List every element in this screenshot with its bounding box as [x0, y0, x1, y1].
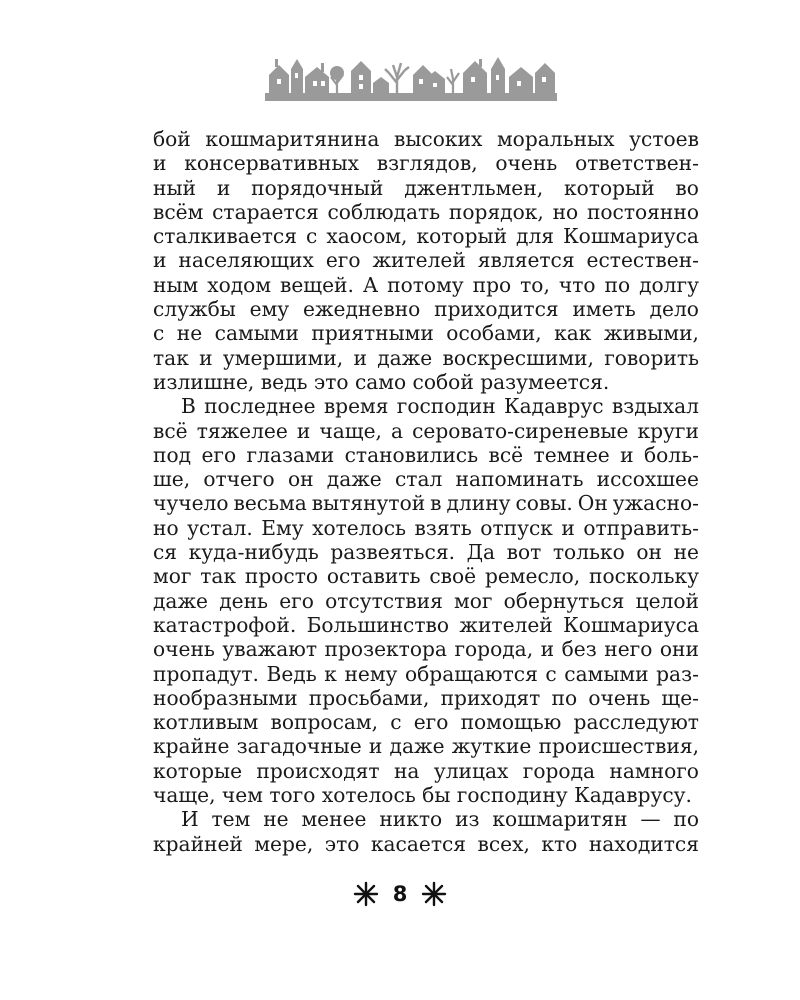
text-line: чаще, чем того хотелось бы господину Кадаврусу.	[153, 783, 692, 808]
word: темнее	[533, 442, 610, 467]
word: самыми	[564, 661, 649, 686]
word: его	[325, 248, 361, 273]
word: вздыхал	[611, 394, 699, 419]
word: крайне	[153, 734, 230, 759]
word: И	[181, 807, 199, 832]
text-line	[153, 394, 699, 418]
word: чаще,	[319, 418, 382, 443]
word: он	[287, 467, 314, 492]
asterisk-star-icon	[421, 881, 447, 907]
word: а	[391, 418, 404, 443]
word: с	[545, 661, 557, 686]
word: господин	[396, 394, 496, 419]
word: естествен-	[586, 248, 699, 273]
text-line	[153, 540, 699, 564]
word: поскольку	[588, 564, 699, 589]
word: Кадаврус	[504, 394, 604, 419]
word: ремесло,	[484, 564, 581, 589]
word: отчего	[203, 467, 275, 492]
word: с	[305, 224, 318, 249]
word: касается	[370, 831, 467, 856]
word: старается	[212, 199, 319, 224]
word: катастрофой.	[153, 612, 297, 637]
word: без	[561, 637, 597, 662]
word: крайней	[153, 831, 243, 856]
word: отсутствия	[325, 588, 443, 613]
text-line: излишне, ведь это само собой разумеется.	[153, 369, 610, 394]
word: и	[540, 637, 555, 662]
word: устал.	[187, 515, 253, 540]
word: как	[554, 321, 592, 346]
word: и	[368, 734, 383, 759]
word: приходится	[434, 297, 559, 322]
word: оставить	[326, 564, 421, 589]
word: Кошмариуса	[563, 224, 699, 249]
word: жителей	[459, 612, 553, 637]
text-line	[153, 151, 699, 175]
word: для	[516, 224, 555, 249]
text-line	[153, 637, 699, 661]
text-line	[153, 734, 699, 758]
word: круги	[637, 418, 699, 443]
word: него	[604, 637, 653, 662]
word: куда-нибудь	[188, 540, 319, 565]
word: пропадут.	[153, 661, 259, 686]
word: стал	[394, 467, 443, 492]
word: иметь	[572, 297, 636, 322]
text-line	[153, 589, 699, 613]
word: кошмаритянина	[205, 127, 380, 151]
text-line	[153, 832, 699, 856]
word: и	[296, 418, 311, 443]
word: ный	[153, 175, 196, 200]
word: на	[393, 758, 420, 783]
word: просто	[244, 564, 319, 589]
word: города	[522, 758, 596, 783]
word: из	[455, 807, 480, 832]
word: и	[153, 248, 167, 273]
word: вещей.	[280, 272, 354, 297]
word: соблюдать	[327, 199, 441, 224]
text-line	[153, 467, 699, 491]
word: мере,	[254, 831, 314, 856]
word: мог	[454, 588, 493, 613]
word: его	[201, 442, 237, 467]
word: живыми,	[603, 321, 699, 346]
text-line	[153, 686, 699, 710]
word: порядочный	[251, 175, 384, 200]
text-line	[153, 273, 699, 297]
word: обращаются	[404, 661, 538, 686]
word: боль-	[644, 442, 699, 467]
word: глазами	[246, 442, 335, 467]
text-line	[153, 443, 699, 467]
word: порядок,	[448, 199, 544, 224]
body-text	[153, 127, 699, 856]
word: это	[324, 831, 360, 856]
word: даже	[377, 345, 433, 370]
word: особами,	[446, 321, 542, 346]
word: вытянутой	[311, 491, 426, 516]
text-line	[153, 759, 699, 783]
word: улицах	[433, 758, 509, 783]
word: и	[199, 345, 213, 370]
word: —	[640, 807, 661, 832]
word: дело	[649, 297, 699, 322]
word: Ведь	[266, 661, 317, 686]
word: ежедневно	[303, 297, 421, 322]
word: намного	[609, 758, 699, 783]
word: день	[219, 588, 269, 613]
word: помощью	[460, 710, 562, 735]
word: Кошмариуса	[563, 612, 699, 637]
word: взять	[414, 515, 472, 540]
word: не	[263, 807, 289, 832]
word: раз-	[656, 661, 699, 686]
word: они	[659, 637, 699, 662]
word: сталкивается	[153, 224, 297, 249]
word: развеяться.	[330, 540, 455, 565]
word: даже	[153, 588, 208, 613]
text-line	[153, 176, 699, 200]
word: напоминать	[455, 467, 584, 492]
word: вот	[506, 540, 542, 565]
word: ему	[249, 297, 290, 322]
word: ся	[153, 540, 178, 565]
text-line	[153, 297, 699, 321]
word: так	[153, 345, 189, 370]
word: во	[675, 175, 699, 200]
word: совы.	[515, 491, 573, 516]
text-line	[153, 248, 699, 272]
word: Ему	[261, 515, 304, 540]
word: обернуться	[503, 588, 625, 613]
word: воскресшими,	[442, 345, 594, 370]
word: и	[216, 175, 231, 200]
word: и	[561, 515, 575, 540]
word: находится	[588, 831, 699, 856]
word: всех,	[477, 831, 530, 856]
text-line	[153, 127, 699, 151]
word: так	[200, 564, 237, 589]
word: по	[551, 685, 578, 710]
word: нему	[344, 661, 398, 686]
word: прозектора	[324, 637, 447, 662]
page-footer	[0, 878, 800, 910]
word: его	[413, 710, 449, 735]
word: хотелось	[312, 515, 407, 540]
word: кто	[541, 831, 578, 856]
word: но	[552, 199, 579, 224]
text-line	[153, 516, 699, 540]
word: про	[472, 272, 512, 297]
word: консервативных	[184, 151, 359, 176]
word: отправить-	[583, 515, 699, 540]
word: даже	[389, 734, 445, 759]
word: жуткие	[451, 734, 532, 759]
text-line	[153, 321, 699, 345]
word: А	[362, 272, 379, 297]
word: весьма	[233, 491, 307, 516]
word: ным	[153, 272, 199, 297]
word: ще-	[661, 685, 699, 710]
word: серовато-сиреневые	[412, 418, 629, 443]
word: мог	[153, 564, 192, 589]
text-line	[153, 419, 699, 443]
word: вопросам,	[270, 710, 379, 735]
word: по	[604, 272, 631, 297]
word: и	[353, 345, 367, 370]
word: ответствен-	[575, 151, 699, 176]
asterisk-star-icon	[353, 881, 379, 907]
word: последнее	[204, 394, 316, 419]
word: взглядов,	[376, 151, 478, 176]
word: никто	[379, 807, 443, 832]
word: приятными	[311, 321, 434, 346]
word: всё	[488, 442, 524, 467]
word: котливым	[153, 710, 259, 735]
word: под	[153, 442, 192, 467]
word: долгу	[639, 272, 699, 297]
word: джентльмен,	[404, 175, 544, 200]
text-line	[153, 491, 699, 515]
word: и	[153, 151, 167, 176]
word: В	[181, 394, 196, 419]
word: время	[323, 394, 389, 419]
town-silhouette-icon	[265, 55, 557, 103]
word: всё	[153, 418, 188, 443]
word: постоянно	[586, 199, 699, 224]
word: Большинство	[306, 612, 450, 637]
text-line	[153, 613, 699, 637]
text-line	[153, 710, 699, 734]
word: является	[477, 248, 575, 273]
word: менее	[301, 807, 367, 832]
word: кошмаритян	[492, 807, 628, 832]
word: очень	[153, 637, 215, 662]
word: моральных	[496, 127, 615, 151]
word: и	[620, 442, 634, 467]
word: происходят	[256, 758, 380, 783]
word: потому	[387, 272, 464, 297]
text-line	[153, 346, 699, 370]
word: ходом	[207, 272, 272, 297]
word: что	[558, 272, 596, 297]
word: высоких	[393, 127, 483, 151]
word: с	[153, 321, 165, 346]
word: который	[416, 224, 508, 249]
word: ше,	[153, 467, 191, 492]
word: жителей	[372, 248, 466, 273]
word: города,	[454, 637, 534, 662]
word: в	[430, 491, 442, 516]
word: самыми	[214, 321, 299, 346]
word: отпуск	[480, 515, 553, 540]
word: тяжелее	[196, 418, 288, 443]
word: только	[552, 540, 625, 565]
word: чучело	[153, 491, 229, 516]
word: умершими,	[222, 345, 344, 370]
word: Да	[466, 540, 496, 565]
word: приходят	[440, 685, 541, 710]
word: целой	[635, 588, 699, 613]
text-line	[153, 564, 699, 588]
word: очень	[588, 685, 651, 710]
word: с	[390, 710, 402, 735]
word: к	[324, 661, 337, 686]
word: устоев	[629, 127, 699, 151]
word: службы	[153, 297, 236, 322]
word: населяющих	[178, 248, 314, 273]
word: говорить	[604, 345, 699, 370]
word: Он	[577, 491, 608, 516]
text-line	[153, 807, 699, 831]
text-line	[153, 200, 699, 224]
word: очень	[495, 151, 558, 176]
word: не	[176, 321, 203, 346]
word: нообразными	[153, 685, 298, 710]
page-number: 8	[392, 882, 408, 906]
word: ужасно-	[612, 491, 699, 516]
word: тем	[211, 807, 251, 832]
text-line	[153, 224, 699, 248]
word: загадочные	[236, 734, 362, 759]
text-line	[153, 662, 699, 686]
word: который	[564, 175, 655, 200]
word: происшествия,	[538, 734, 699, 759]
word: просьбами,	[308, 685, 430, 710]
word: то,	[520, 272, 550, 297]
word: он	[636, 540, 662, 565]
word: своё	[429, 564, 477, 589]
word: его	[279, 588, 314, 613]
word: иссохшее	[596, 467, 699, 492]
word: длину	[446, 491, 511, 516]
word: хаосом,	[326, 224, 408, 249]
word: даже	[326, 467, 382, 492]
word: но	[153, 515, 179, 540]
word: расследуют	[573, 710, 699, 735]
word: становились	[344, 442, 479, 467]
word: не	[673, 540, 699, 565]
word: по	[673, 807, 699, 832]
word: бой	[153, 127, 191, 151]
word: уважают	[222, 637, 318, 662]
word: всём	[153, 199, 204, 224]
word: которые	[153, 758, 243, 783]
